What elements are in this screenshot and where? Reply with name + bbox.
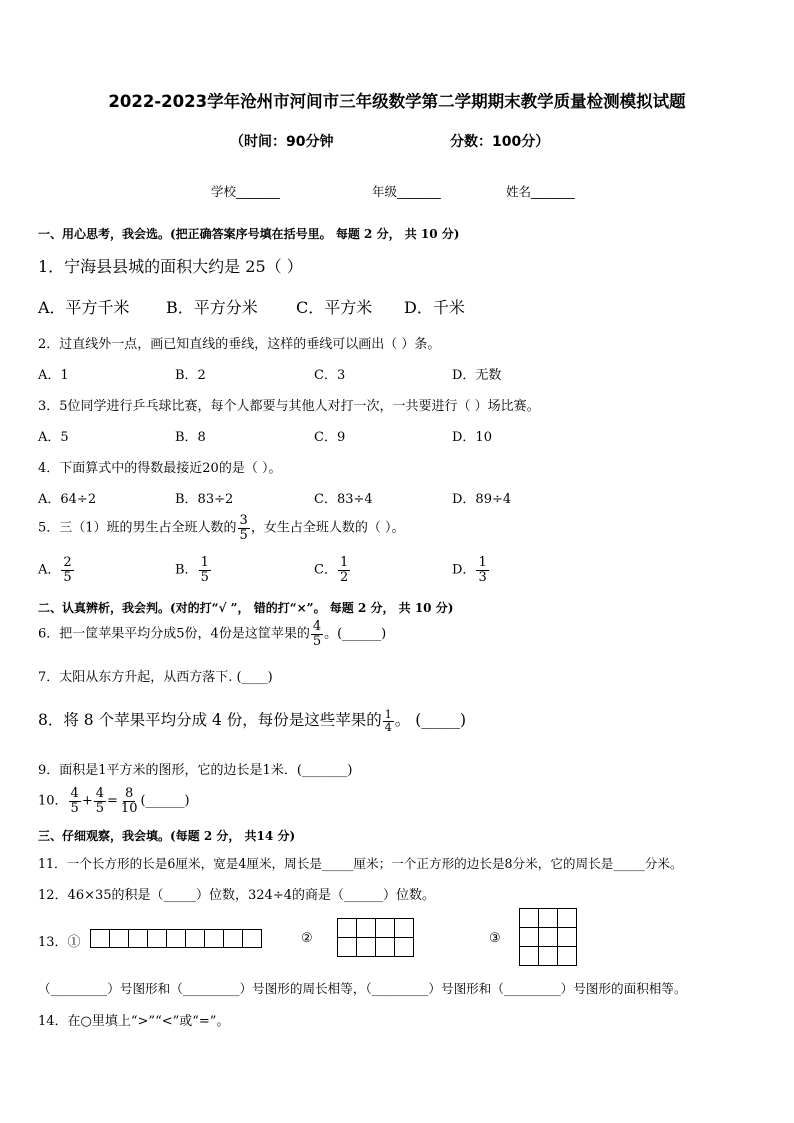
q5-text-pre: 5．三（1）班的男生占全班人数的 [38,520,237,536]
q2-option-d: D．无数 [452,368,502,383]
page-title: 2022-2023学年沧州市河间市三年级数学第二学期期末教学质量检测模拟试题 [108,92,686,111]
q3-option-c: C．9 [314,430,346,445]
q5-option-d [452,556,490,584]
exam-score: 分数：100分） [450,134,550,150]
q1-option-a: A．平方千米 [38,298,130,317]
q2-option-b: B．2 [175,368,206,383]
q6-den: 5 [312,633,322,649]
q10-b-num: 4 [95,786,105,801]
q5-option-c [314,556,351,584]
q10-c-num: 8 [125,786,134,801]
q5-d-num: 1 [478,555,487,570]
question-9: 9．面积是1平方米的图形，它的边长是1米．(_______) [38,763,353,778]
q10-a-num: 4 [70,786,79,801]
q4-option-b: B．83÷2 [175,492,234,507]
name-field[interactable]: 姓名_______ [506,184,575,199]
grade-field[interactable]: 年级_______ [372,184,441,199]
q3-option-a: A．5 [38,430,69,445]
q10-c-den: 10 [120,800,138,816]
question-6 [38,620,386,648]
q5-fraction-num: 3 [239,513,248,528]
q8-text-post: 。 (_____) [394,711,467,729]
section-heading-3: 三、仔细观察，我会填。(每题 2 分， 共14 分) [38,829,296,843]
section-heading-2: 二、认真辨析，我会判。(对的打“√ ”， 错的打“×”。 每题 2 分， 共 10 分) [38,601,454,615]
q8-num: 1 [384,707,392,721]
question-13-label: 13．① [38,935,81,950]
question-12: 12．46×35的积是（_____）位数，324÷4的商是（______）位数。 [38,888,435,903]
figure-2-label: ② [301,931,313,946]
figure-3-label: ③ [489,931,501,946]
section-heading-1: 一、用心思考，我会选。(把正确答案序号填在括号里。 每题 2 分， 共 10 分) [38,227,460,241]
q5-option-a-label: A． [38,562,61,578]
q5-option-b-label: B． [175,562,198,578]
q2-option-a: A．1 [38,368,69,383]
q1-option-c: C．平方米 [296,298,373,317]
q10-blank: (______) [140,793,190,809]
q5-text-post: ，女生占全班人数的（ ）。 [250,520,405,536]
q6-text-pre: 6．把一筐苹果平均分成5份，4份是这筐苹果的 [38,626,310,642]
q5-c-num: 1 [339,555,349,570]
q10-b-den: 5 [95,800,105,816]
q10-label: 10． [38,793,68,809]
q5-c-den: 2 [339,569,349,585]
q6-num: 4 [312,619,322,634]
q8-text-pre: 8．将 8 个苹果平均分成 4 份，每份是这些苹果的 [38,711,382,729]
question-3: 3．5位同学进行乒乓球比赛，每个人都要与其他人对打一次，一共要进行（ ）场比赛。 [38,399,540,414]
q5-option-d-label: D． [452,562,476,578]
question-5 [38,514,404,542]
q6-text-post: 。(______) [324,626,387,642]
q10-plus: + [81,793,93,809]
question-10 [38,787,190,815]
q3-option-d: D．10 [452,430,492,445]
figure-1-grid [90,929,262,948]
question-1: 1．宁海县县城的面积大约是 25（ ） [38,257,303,276]
q5-fraction-den: 5 [239,527,248,543]
question-14: 14．在○里填上“>”“<”或“=”。 [38,1014,230,1029]
q5-fraction [238,514,250,542]
q8-den: 4 [384,720,392,734]
q4-option-c: C．83÷4 [314,492,373,507]
question-13-blanks: （_________）号图形和（_________）号图形的周长相等，（_________）号图形和（_________）号图形的面积相等。 [38,981,687,996]
figure-3-grid [519,908,577,966]
question-2: 2．过直线外一点，画已知直线的垂线，这样的垂线可以画出（ ）条。 [38,337,441,352]
question-11: 11．一个长方形的长是6厘米，宽是4厘米，周长是_____厘米；一个正方形的边长是8分米，它的周长是_____分米。 [38,856,683,871]
q5-option-b [175,556,212,584]
exam-time: （时间：90分钟 [230,134,334,150]
q5-a-num: 2 [63,555,72,570]
q1-option-b: B．平方分米 [166,298,258,317]
q4-option-a: A．64÷2 [38,492,97,507]
question-7: 7．太阳从东方升起，从西方落下. (____) [38,670,273,685]
q3-option-b: B．8 [175,430,206,445]
q5-a-den: 5 [63,569,72,585]
q1-option-d: D．千米 [404,298,465,317]
q10-equals: = [107,793,118,809]
q10-a-den: 5 [70,800,79,816]
question-8 [38,708,466,733]
figure-2-grid [337,918,414,957]
q5-option-a [38,556,75,584]
q4-option-d: D．89÷4 [452,492,512,507]
q5-option-c-label: C． [314,562,337,578]
school-field[interactable]: 学校_______ [211,184,280,199]
question-4: 4．下面算式中的得数最接近20的是（ ）。 [38,461,282,476]
q5-b-den: 5 [200,569,209,585]
q5-d-den: 3 [478,569,487,585]
q2-option-c: C．3 [314,368,346,383]
q5-b-num: 1 [200,555,209,570]
